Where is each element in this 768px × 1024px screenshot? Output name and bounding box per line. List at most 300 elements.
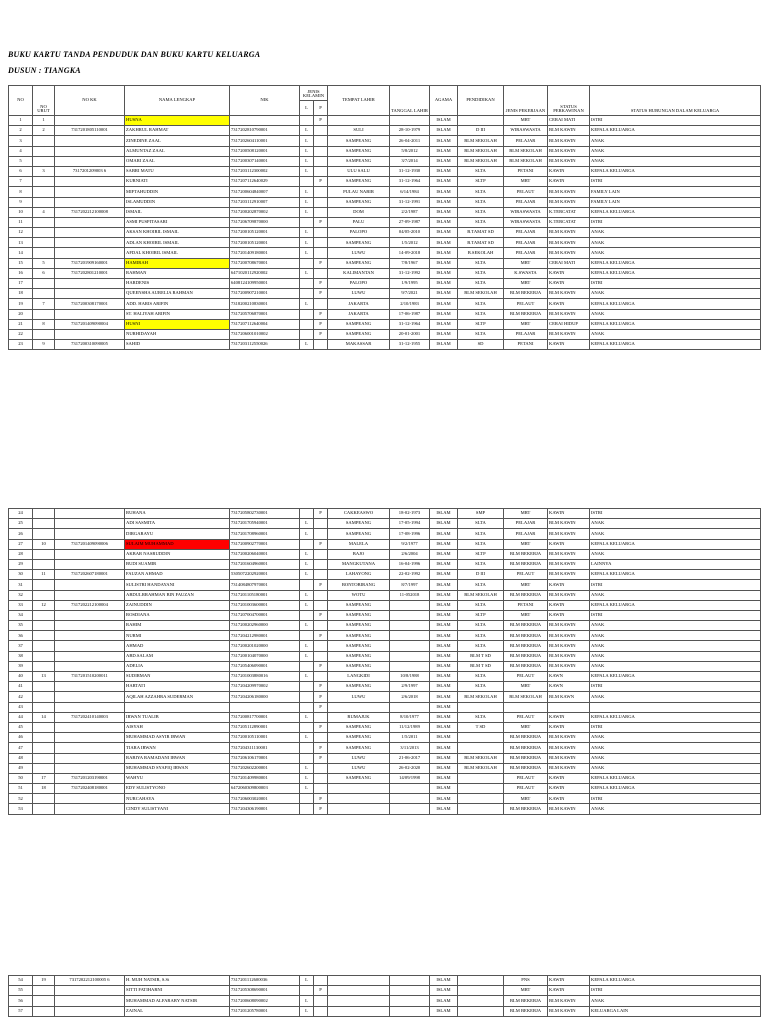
cell-tempat-lahir: LANGKIDI (328, 672, 390, 682)
cell-no: 53 (9, 804, 33, 814)
col-header-agama: AGAMA (430, 86, 458, 116)
cell-nik: 7317201705940001 (230, 519, 300, 529)
cell-tanggal-lahir: 18-02-1973 (390, 509, 430, 519)
table-row (9, 187, 761, 197)
cell-l (300, 743, 314, 753)
cell-nama: RUHANA (125, 509, 230, 519)
cell-nama: ADD. HARIS ARIFIN (125, 299, 230, 309)
cell-status-hubungan: ANAK (590, 238, 761, 248)
cell-nik: 7317200202960000 (230, 621, 300, 631)
cell-no-urut (33, 529, 55, 539)
cell-status-hubungan: ISTRI (590, 580, 761, 590)
cell-nik: 7317206709870000 (230, 217, 300, 227)
cell-no-kk (55, 631, 125, 641)
cell-agama: ISLAM (430, 651, 458, 661)
cell-p: P (314, 319, 328, 329)
cell-pendidikan (458, 794, 504, 804)
cell-no: 43 (9, 702, 33, 712)
cell-p: P (314, 539, 328, 549)
cell-no-kk (55, 217, 125, 227)
table-row (9, 651, 761, 661)
cell-no-urut (33, 197, 55, 207)
cell-tempat-lahir: RUMAJUK (328, 712, 390, 722)
col-header-tanggal-lahir: TANGGAL LAHIR (390, 86, 430, 116)
cell-tanggal-lahir: 8/10/1977 (390, 712, 430, 722)
cell-p (314, 672, 328, 682)
cell-no-kk (55, 651, 125, 661)
cell-nik (230, 702, 300, 712)
cell-pekerjaan: BLM BEKERJA (504, 631, 548, 641)
cell-status-perkawinan: BLM KAWIN (548, 549, 590, 559)
cell-no-urut: 7 (33, 299, 55, 309)
table-row (9, 1006, 761, 1016)
cell-nama: ADELIA (125, 661, 230, 671)
cell-tanggal-lahir: 04/05-2010 (390, 228, 430, 238)
cell-l: L (300, 299, 314, 309)
cell-no-urut (33, 289, 55, 299)
cell-no: 12 (9, 228, 33, 238)
cell-no-kk (55, 753, 125, 763)
cell-pendidikan: SLTA (458, 166, 504, 176)
cell-nik: 6472060309800003 (230, 784, 300, 794)
cell-no-kk (55, 733, 125, 743)
cell-tempat-lahir (328, 996, 390, 1006)
cell-p (314, 197, 328, 207)
cell-l (300, 610, 314, 620)
cell-pekerjaan: PETANI (504, 600, 548, 610)
cell-no: 18 (9, 289, 33, 299)
cell-nik: 7317201112600036 (230, 976, 300, 986)
cell-p: P (314, 986, 328, 996)
cell-pendidikan: SLTA (458, 309, 504, 319)
cell-pekerjaan: PELAJAR (504, 248, 548, 258)
cell-nama: QUEENSHA AURELIA RAHMAN (125, 289, 230, 299)
table-row (9, 559, 761, 569)
cell-agama: ISLAM (430, 248, 458, 258)
cell-status-hubungan: KEPALA KELUARGA (590, 570, 761, 580)
cell-no-urut (33, 621, 55, 631)
cell-status-perkawinan: BLM KAWIN (548, 126, 590, 136)
cell-l (300, 116, 314, 126)
cell-tempat-lahir: PULAU NABIR (328, 187, 390, 197)
cell-pendidikan: B.TAMAT SD (458, 228, 504, 238)
cell-pekerjaan: BLM BEKERJA (504, 590, 548, 600)
table-row (9, 509, 761, 519)
cell-l (300, 509, 314, 519)
cell-pendidikan: SLTP (458, 549, 504, 559)
cell-no: 25 (9, 519, 33, 529)
cell-tanggal-lahir: 14/09/1998 (390, 773, 430, 783)
cell-pendidikan: SLTA (458, 217, 504, 227)
cell-l: L (300, 733, 314, 743)
cell-pekerjaan: PELAJAR (504, 529, 548, 539)
col-header-no-urut: NO URUT (33, 86, 55, 116)
cell-no: 11 (9, 217, 33, 227)
cell-tempat-lahir: SAMPEANG (328, 722, 390, 732)
cell-pekerjaan: K.SWASTA (504, 268, 548, 278)
cell-pekerjaan: PELAUT (504, 299, 548, 309)
cell-tempat-lahir: CAKKEASWO (328, 509, 390, 519)
cell-agama: ISLAM (430, 136, 458, 146)
cell-no-urut (33, 248, 55, 258)
cell-nik: 7317200608090002 (230, 996, 300, 1006)
cell-pendidikan: D III (458, 570, 504, 580)
cell-p (314, 600, 328, 610)
cell-no: 21 (9, 319, 33, 329)
cell-no: 42 (9, 692, 33, 702)
cell-status-perkawinan: BLM KAWIN (548, 763, 590, 773)
cell-status-hubungan: KEPALA KELUARGA (590, 268, 761, 278)
cell-pendidikan: BLM SEKOLAH (458, 136, 504, 146)
cell-pendidikan: BLM SEKOLAH (458, 692, 504, 702)
cell-tempat-lahir (328, 976, 390, 986)
cell-no-kk (55, 529, 125, 539)
cell-tempat-lahir: SAMPEANG (328, 329, 390, 339)
cell-status-hubungan: ANAK (590, 289, 761, 299)
cell-p (314, 763, 328, 773)
cell-tanggal-lahir (390, 986, 430, 996)
cell-nama: HARTATI (125, 682, 230, 692)
cell-no-urut: 11 (33, 570, 55, 580)
cell-p (314, 529, 328, 539)
cell-agama: ISLAM (430, 519, 458, 529)
cell-tanggal-lahir: 9/2/1977 (390, 539, 430, 549)
cell-tanggal-lahir (390, 804, 430, 814)
cell-no-kk: 7317202212100005 6 (55, 976, 125, 986)
table-row (9, 156, 761, 166)
cell-tempat-lahir: SAMPEANG (328, 773, 390, 783)
cell-tanggal-lahir: 17-08-1996 (390, 529, 430, 539)
table-row (9, 207, 761, 217)
cell-status-hubungan: KEPALA KELUARGA (590, 258, 761, 268)
cell-status-hubungan: KEPALA KELUARGA (590, 773, 761, 783)
cell-nik: 7317201205780001 (230, 1006, 300, 1016)
cell-status-perkawinan: KAWIN (548, 268, 590, 278)
cell-status-perkawinan: KAWIN (548, 610, 590, 620)
col-header-pekerjaan: JENIS PEKERJAAN (504, 86, 548, 116)
cell-nama: SUDIRMAN (125, 672, 230, 682)
cell-status-hubungan: ANAK (590, 631, 761, 641)
cell-tanggal-lahir: 14-09-2018 (390, 248, 430, 258)
table-row (9, 600, 761, 610)
table-row (9, 309, 761, 319)
table-row (9, 733, 761, 743)
cell-no-kk (55, 641, 125, 651)
cell-status-perkawinan: BLM KAWIN (548, 590, 590, 600)
cell-pendidikan: B.SEKOLAH (458, 248, 504, 258)
col-header-tempat-lahir: TEMPAT LAHIR (328, 86, 390, 116)
cell-status-hubungan: ANAK (590, 743, 761, 753)
table-row (9, 299, 761, 309)
cell-l: L (300, 651, 314, 661)
table-row (9, 146, 761, 156)
cell-tempat-lahir: SAMPEANG (328, 631, 390, 641)
cell-p: P (314, 722, 328, 732)
cell-pekerjaan: BLM BEKERJA (504, 996, 548, 1006)
table-row (9, 722, 761, 732)
cell-tanggal-lahir: 27-09-1987 (390, 217, 430, 227)
cell-pendidikan: SLTA (458, 187, 504, 197)
cell-nama: MUHAMMAD ALFARABY NATSIR (125, 996, 230, 1006)
table-row (9, 702, 761, 712)
col-header-p: P (314, 101, 328, 116)
cell-tempat-lahir: SAMPEANG (328, 146, 390, 156)
cell-status-hubungan: KEPALA KELUARGA (590, 712, 761, 722)
cell-pekerjaan: WIRASWASTA (504, 207, 548, 217)
cell-pekerjaan: MRT (504, 509, 548, 519)
cell-tanggal-lahir (390, 600, 430, 610)
cell-nik: 7317201708960001 (230, 529, 300, 539)
cell-nama: AQILAH AZZAHRA SUDERMAN (125, 692, 230, 702)
cell-l: L (300, 268, 314, 278)
cell-no-kk: 7317202801210001 (55, 268, 125, 278)
cell-tempat-lahir: SAMPEANG (328, 610, 390, 620)
cell-no: 7 (9, 177, 33, 187)
cell-no-kk (55, 238, 125, 248)
cell-tanggal-lahir: 26-04-2011 (390, 136, 430, 146)
cell-p (314, 976, 328, 986)
cell-tempat-lahir: SAMPEANG (328, 682, 390, 692)
cell-tempat-lahir: LUWU (328, 248, 390, 258)
cell-tanggal-lahir: 3/7/2014 (390, 156, 430, 166)
cell-no: 19 (9, 299, 33, 309)
cell-nama: ZINEDINE ZAAL (125, 136, 230, 146)
cell-pendidikan: SLTA (458, 207, 504, 217)
cell-l (300, 279, 314, 289)
cell-no-urut (33, 519, 55, 529)
cell-status-hubungan: KEPALA KELUARGA (590, 207, 761, 217)
cell-no-urut (33, 661, 55, 671)
cell-p (314, 156, 328, 166)
cell-p: P (314, 309, 328, 319)
cell-pendidikan (458, 804, 504, 814)
cell-no-kk (55, 590, 125, 600)
cell-no-kk (55, 661, 125, 671)
cell-l (300, 329, 314, 339)
cell-no-kk (55, 509, 125, 519)
cell-agama: ISLAM (430, 207, 458, 217)
cell-tanggal-lahir: 31-12-1930 (390, 166, 430, 176)
cell-pekerjaan: BLM BEKERJA (504, 804, 548, 814)
cell-p (314, 207, 328, 217)
cell-status-perkawinan: BLM KAWIN (548, 1006, 590, 1016)
cell-no-urut (33, 228, 55, 238)
cell-no-kk: 7317201805110001 (55, 126, 125, 136)
cell-status-hubungan: ANAK (590, 733, 761, 743)
cell-no-kk (55, 559, 125, 569)
cell-status-perkawinan: BLM KAWIN (548, 309, 590, 319)
cell-no-kk (55, 279, 125, 289)
cell-agama: ISLAM (430, 702, 458, 712)
cell-pendidikan: SLTA (458, 621, 504, 631)
cell-status-perkawinan: KAWIN (548, 722, 590, 732)
cell-p (314, 784, 328, 794)
cell-no-kk (55, 309, 125, 319)
cell-pekerjaan: MRT (504, 610, 548, 620)
cell-tempat-lahir: JAKARTA (328, 309, 390, 319)
cell-l (300, 753, 314, 763)
cell-tanggal-lahir: 31-12-1991 (390, 197, 430, 207)
cell-tempat-lahir: LUWU (328, 763, 390, 773)
cell-agama: ISLAM (430, 753, 458, 763)
cell-pendidikan: SLTA (458, 279, 504, 289)
cell-pendidikan: BLM T SD (458, 661, 504, 671)
cell-no-urut (33, 702, 55, 712)
cell-nama: OMARI ZAAL (125, 156, 230, 166)
cell-no: 23 (9, 340, 33, 350)
cell-agama: ISLAM (430, 692, 458, 702)
cell-status-hubungan: ANAK (590, 309, 761, 319)
cell-p (314, 268, 328, 278)
cell-nama: CINDY SULISTYANI (125, 804, 230, 814)
cell-l (300, 539, 314, 549)
cell-tanggal-lahir: 21-06-2017 (390, 753, 430, 763)
cell-status-perkawinan: BLM KAWIN (548, 661, 590, 671)
cell-p: P (314, 580, 328, 590)
cell-status-hubungan: KEPALA KELUARGA (590, 340, 761, 350)
cell-pekerjaan: BLM BEKERJA (504, 651, 548, 661)
col-header-no: NO (9, 86, 33, 116)
cell-no: 39 (9, 661, 33, 671)
cell-p (314, 570, 328, 580)
cell-status-hubungan: KEPALA KELUARGA (590, 299, 761, 309)
cell-tempat-lahir: SAMPEANG (328, 136, 390, 146)
cell-pendidikan (458, 116, 504, 126)
cell-status-hubungan: ISTRI (590, 722, 761, 732)
cell-pendidikan: BLM SEKOLAH (458, 590, 504, 600)
cell-status-hubungan: KELUARGA LAIN (590, 1006, 761, 1016)
table-row (9, 217, 761, 227)
cell-agama: ISLAM (430, 712, 458, 722)
cell-nik: 7317200902770001 (230, 539, 300, 549)
cell-no: 45 (9, 722, 33, 732)
cell-tanggal-lahir: 1/9/1995 (390, 279, 430, 289)
cell-tempat-lahir: SAMPEANG (328, 733, 390, 743)
cell-status-perkawinan: KAWIN (548, 794, 590, 804)
cell-agama: ISLAM (430, 631, 458, 641)
cell-p (314, 519, 328, 529)
cell-nama: FAUZAN AHMAD (125, 570, 230, 580)
cell-l: L (300, 207, 314, 217)
cell-tempat-lahir (328, 794, 390, 804)
cell-no-kk: 7317202607180001 (55, 570, 125, 580)
cell-pekerjaan: BLM BEKERJA (504, 1006, 548, 1016)
table-row (9, 340, 761, 350)
table-row (9, 996, 761, 1006)
cell-pendidikan: B.TAMAT SD (458, 238, 504, 248)
cell-no: 32 (9, 590, 33, 600)
cell-pendidikan: SLTA (458, 197, 504, 207)
cell-nik: 7318200210830001 (230, 299, 300, 309)
cell-nama: SABRI MATU (125, 166, 230, 176)
cell-tempat-lahir: SAMPEANG (328, 319, 390, 329)
cell-tanggal-lahir: 2/6/2018 (390, 692, 430, 702)
cell-tanggal-lahir: 1/5/2011 (390, 733, 430, 743)
cell-pekerjaan: BLM BEKERJA (504, 733, 548, 743)
cell-status-perkawinan: BLM KAWIN (548, 329, 590, 339)
cell-nama (125, 702, 230, 712)
table-row (9, 641, 761, 651)
cell-no: 28 (9, 549, 33, 559)
cell-status-hubungan: ANAK (590, 651, 761, 661)
cell-p (314, 590, 328, 600)
cell-nik: 7317206001010002 (230, 329, 300, 339)
cell-status-perkawinan: BLM KAWIN (548, 519, 590, 529)
cell-no-urut: 6 (33, 268, 55, 278)
cell-status-perkawinan: BLM KAWIN (548, 641, 590, 651)
cell-pendidikan: SLTA (458, 580, 504, 590)
cell-tempat-lahir: JAKARTA (328, 299, 390, 309)
cell-tanggal-lahir (390, 116, 430, 126)
cell-nama: DIRGARAYU (125, 529, 230, 539)
cell-no: 30 (9, 570, 33, 580)
table-row (9, 610, 761, 620)
cell-nik: 7317204209970002 (230, 682, 300, 692)
cell-no-urut: 5 (33, 258, 55, 268)
cell-no: 8 (9, 187, 33, 197)
cell-tanggal-lahir: 31-12-1955 (390, 340, 430, 350)
cell-no-kk (55, 1006, 125, 1016)
cell-nik: 7317206003020001 (230, 794, 300, 804)
cell-tanggal-lahir: 9/7/2021 (390, 289, 430, 299)
cell-status-perkawinan: KAWIN (548, 976, 590, 986)
cell-status-perkawinan: BLM KAWIN (548, 804, 590, 814)
cell-l: L (300, 197, 314, 207)
cell-agama: ISLAM (430, 672, 458, 682)
cell-pekerjaan: BLM BEKERJA (504, 763, 548, 773)
cell-p: P (314, 610, 328, 620)
cell-agama: ISLAM (430, 268, 458, 278)
table-row (9, 166, 761, 176)
cell-status-hubungan: ISTRI (590, 279, 761, 289)
cell-l: L (300, 238, 314, 248)
cell-pekerjaan: MRT (504, 986, 548, 996)
cell-agama: ISLAM (430, 309, 458, 319)
cell-pendidikan: SD (458, 340, 504, 350)
cell-nama: TIARA IRWAN (125, 743, 230, 753)
cell-tempat-lahir: PALOPO (328, 228, 390, 238)
cell-pendidikan: SLTA (458, 299, 504, 309)
cell-l (300, 217, 314, 227)
cell-status-hubungan: ANAK (590, 590, 761, 600)
cell-p: P (314, 682, 328, 692)
cell-tanggal-lahir (390, 976, 430, 986)
cell-pekerjaan: BLM BEKERJA (504, 661, 548, 671)
cell-agama: ISLAM (430, 661, 458, 671)
cell-p: P (314, 116, 328, 126)
table-row (9, 529, 761, 539)
cell-pendidikan: BLM SEKOLAH (458, 753, 504, 763)
cell-status-perkawinan: KAWIN (548, 177, 590, 187)
cell-no-urut (33, 692, 55, 702)
cell-l: L (300, 166, 314, 176)
cell-agama: ISLAM (430, 166, 458, 176)
cell-no-kk: 7317201510200011 (55, 672, 125, 682)
cell-pekerjaan: PELAUT (504, 570, 548, 580)
cell-no-urut: 17 (33, 773, 55, 783)
cell-tempat-lahir: SAMPEANG (328, 156, 390, 166)
cell-pendidikan: SLTA (458, 712, 504, 722)
cell-tanggal-lahir: 22-02-1992 (390, 570, 430, 580)
cell-nama: HAMIRAH (125, 258, 230, 268)
table-row (9, 289, 761, 299)
cell-no-urut (33, 631, 55, 641)
cell-no-kk (55, 228, 125, 238)
cell-no: 31 (9, 580, 33, 590)
cell-tanggal-lahir (390, 1006, 430, 1016)
cell-tempat-lahir (328, 116, 390, 126)
cell-nama: ADI SASMITA (125, 519, 230, 529)
